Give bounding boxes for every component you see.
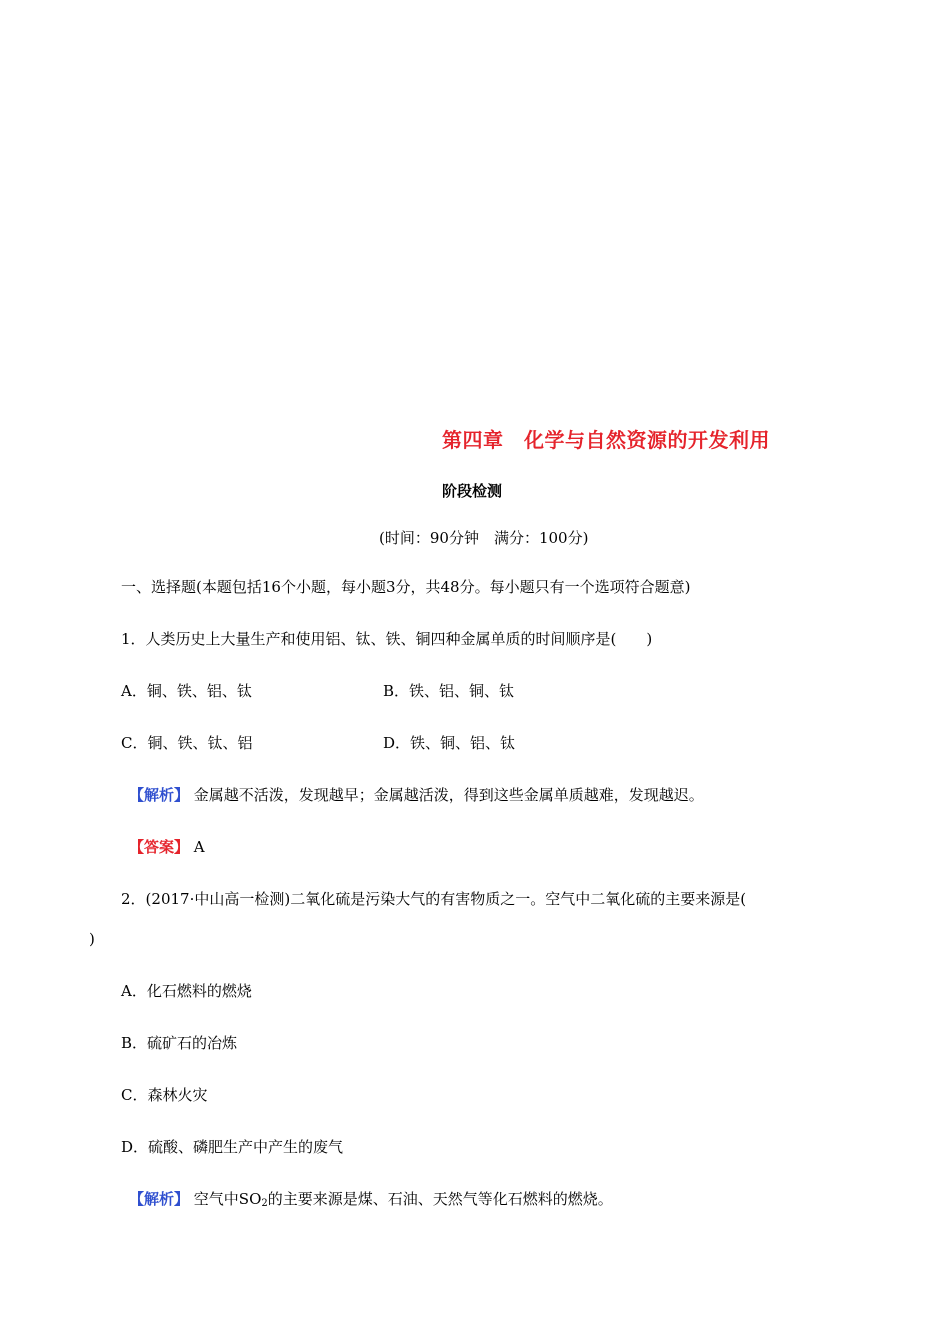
analysis-text [194, 1190, 613, 1208]
analysis-subscript: 2 [261, 1198, 268, 1209]
question-1-option-b: B．铁、铝、铜、钛 [383, 682, 515, 700]
question-1-option-d: D．铁、铜、铝、钛 [383, 734, 516, 752]
question-1-analysis [129, 785, 704, 805]
chapter-title: 第四章 化学与自然资源的开发利用 [442, 428, 770, 452]
question-2-stem-line-1: 2．(2017·中山高一检测)二氧化硫是污染大气的有害物质之一。空气中二氧化硫的主要来源是( [121, 890, 747, 908]
answer-text: A [193, 838, 205, 856]
analysis-text-pre: 空气中SO [193, 1190, 262, 1208]
question-2-analysis [129, 1189, 613, 1214]
question-2-option-d: D．硫酸、磷肥生产中产生的废气 [121, 1138, 344, 1156]
question-2-option-a: A．化石燃料的燃烧 [121, 982, 252, 1000]
question-1-answer [129, 837, 205, 857]
question-2-stem-line-2: ) [89, 930, 95, 948]
question-1-option-a: A．铜、铁、铝、钛 [121, 682, 252, 700]
question-2-option-c: C．森林火灾 [121, 1086, 208, 1104]
question-1-stem: 1．人类历史上大量生产和使用铝、钛、铁、铜四种金属单质的时间顺序是( ) [121, 630, 653, 648]
analysis-label: 【解析】 [129, 786, 190, 804]
section-subtitle: 阶段检测 [442, 482, 503, 500]
analysis-text-post: 的主要来源是煤、石油、天然气等化石燃料的燃烧。 [267, 1190, 613, 1208]
question-2-option-b: B．硫矿石的冶炼 [121, 1034, 238, 1052]
exam-meta: (时间：90分钟 满分：100分) [379, 529, 589, 547]
question-1-option-c: C．铜、铁、钛、铝 [121, 734, 253, 752]
analysis-label: 【解析】 [129, 1190, 190, 1208]
section-heading: 一、选择题(本题包括16个小题，每小题3分，共48分。每小题只有一个选项符合题意) [121, 578, 691, 596]
answer-label: 【答案】 [129, 838, 190, 856]
analysis-text: 金属越不活泼，发现越早；金属越活泼，得到这些金属单质越难，发现越迟。 [193, 786, 704, 804]
